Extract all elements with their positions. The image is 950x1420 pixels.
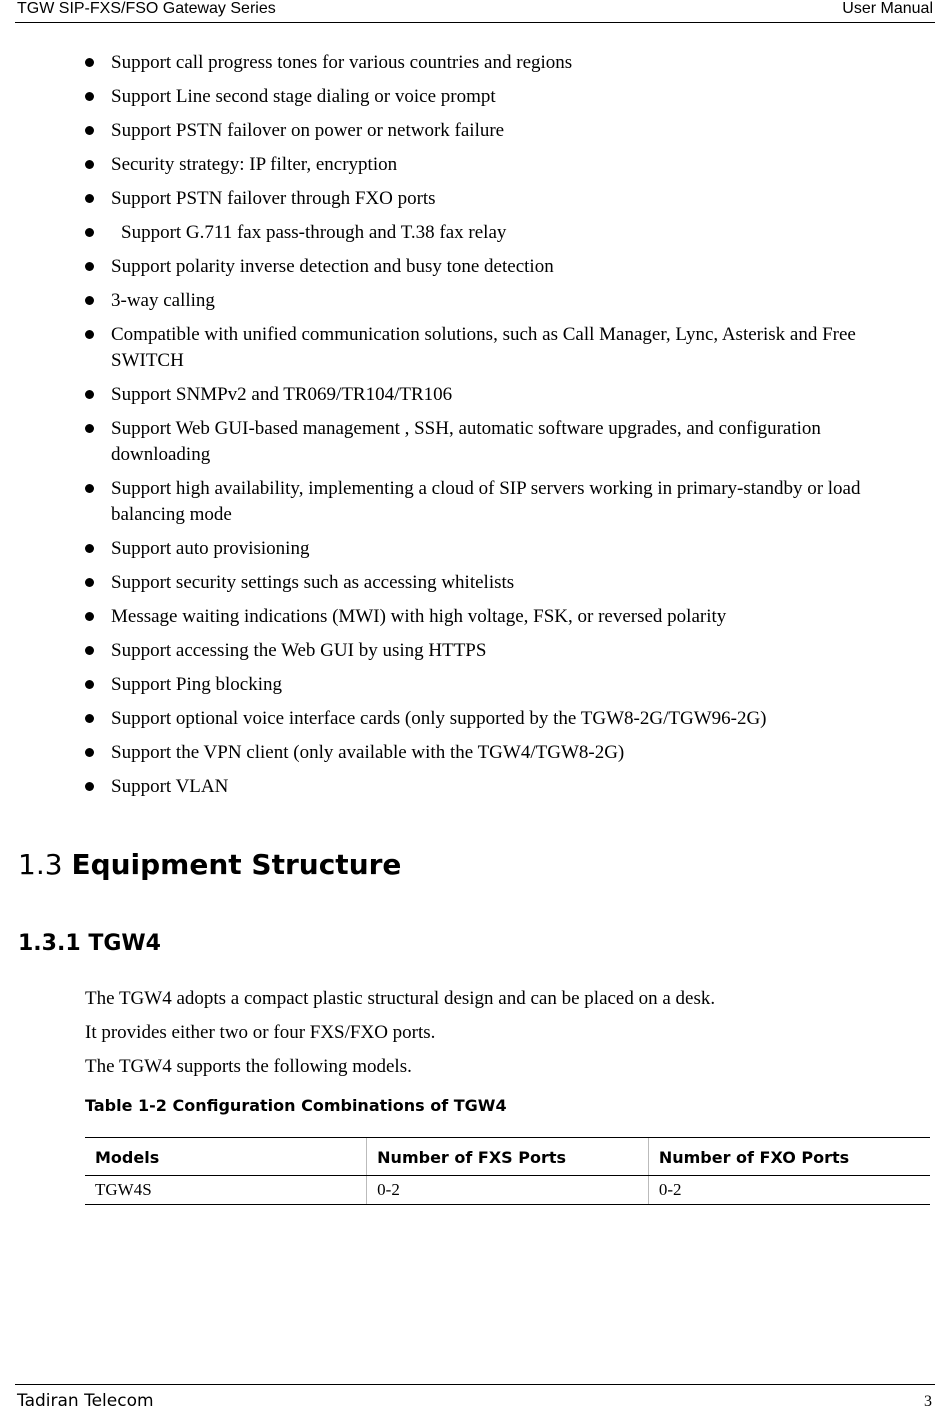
subsection-title: TGW4 bbox=[88, 931, 161, 956]
subsection-number: 1.3.1 bbox=[18, 931, 81, 956]
page-number: 3 bbox=[924, 1393, 932, 1410]
table-row bbox=[85, 1176, 930, 1205]
footer-company: Tadiran Telecom bbox=[17, 1391, 154, 1411]
subsection-heading bbox=[18, 931, 161, 956]
paragraph: It provides either two or four FXS/FXO ports. bbox=[85, 1022, 436, 1043]
header-title: TGW SIP-FXS/FSO Gateway Series bbox=[17, 0, 276, 17]
list-item: Support high availability, implementing a cloud of SIP servers working in primary-standby or load balancing mode bbox=[84, 476, 914, 528]
list-item: Support accessing the Web GUI by using HTTPS bbox=[84, 638, 914, 664]
list-item: Support polarity inverse detection and busy tone detection bbox=[84, 254, 914, 280]
list-item: Support auto provisioning bbox=[84, 536, 914, 562]
list-item: Support PSTN failover on power or network failure bbox=[84, 118, 914, 144]
list-item: Compatible with unified communication solutions, such as Call Manager, Lync, Asterisk and Free SWITCH bbox=[84, 322, 914, 374]
list-item: Support call progress tones for various countries and regions bbox=[84, 50, 914, 76]
list-item: Support PSTN failover through FXO ports bbox=[84, 186, 914, 212]
header-doc-type: User Manual bbox=[842, 0, 933, 17]
list-item: Support VLAN bbox=[84, 774, 914, 800]
list-item: Support the VPN client (only available with the TGW4/TGW8-2G) bbox=[84, 740, 914, 766]
table-cell: 0-2 bbox=[367, 1176, 649, 1205]
paragraph: The TGW4 adopts a compact plastic structural design and can be placed on a desk. bbox=[85, 988, 716, 1009]
list-item: 3-way calling bbox=[84, 288, 914, 314]
list-item: Support Web GUI-based management , SSH, automatic software upgrades, and configuration downloading bbox=[84, 416, 914, 468]
section-number: 1.3 bbox=[18, 848, 63, 881]
section-title: Equipment Structure bbox=[71, 848, 402, 881]
list-item: Message waiting indications (MWI) with high voltage, FSK, or reversed polarity bbox=[84, 604, 914, 630]
list-item: Support G.711 fax pass-through and T.38 fax relay bbox=[84, 220, 914, 246]
list-item: Support SNMPv2 and TR069/TR104/TR106 bbox=[84, 382, 914, 408]
table-header-row bbox=[85, 1138, 930, 1176]
feature-list bbox=[84, 50, 914, 808]
section-heading bbox=[18, 848, 401, 881]
table-caption: Table 1-2 Configuration Combinations of TGW4 bbox=[85, 1096, 507, 1115]
models-table bbox=[85, 1137, 930, 1205]
column-header: Number of FXO Ports bbox=[648, 1138, 930, 1176]
list-item: Support Ping blocking bbox=[84, 672, 914, 698]
paragraph: The TGW4 supports the following models. bbox=[85, 1056, 412, 1077]
list-item: Security strategy: IP filter, encryption bbox=[84, 152, 914, 178]
list-item: Support optional voice interface cards (only supported by the TGW8-2G/TGW96-2G) bbox=[84, 706, 914, 732]
table-cell: 0-2 bbox=[648, 1176, 930, 1205]
list-item: Support Line second stage dialing or voice prompt bbox=[84, 84, 914, 110]
list-item: Support security settings such as accessing whitelists bbox=[84, 570, 914, 596]
column-header: Models bbox=[85, 1138, 367, 1176]
page-header bbox=[15, 0, 935, 23]
table-cell: TGW4S bbox=[85, 1176, 367, 1205]
page-footer bbox=[15, 1384, 935, 1411]
column-header: Number of FXS Ports bbox=[367, 1138, 649, 1176]
